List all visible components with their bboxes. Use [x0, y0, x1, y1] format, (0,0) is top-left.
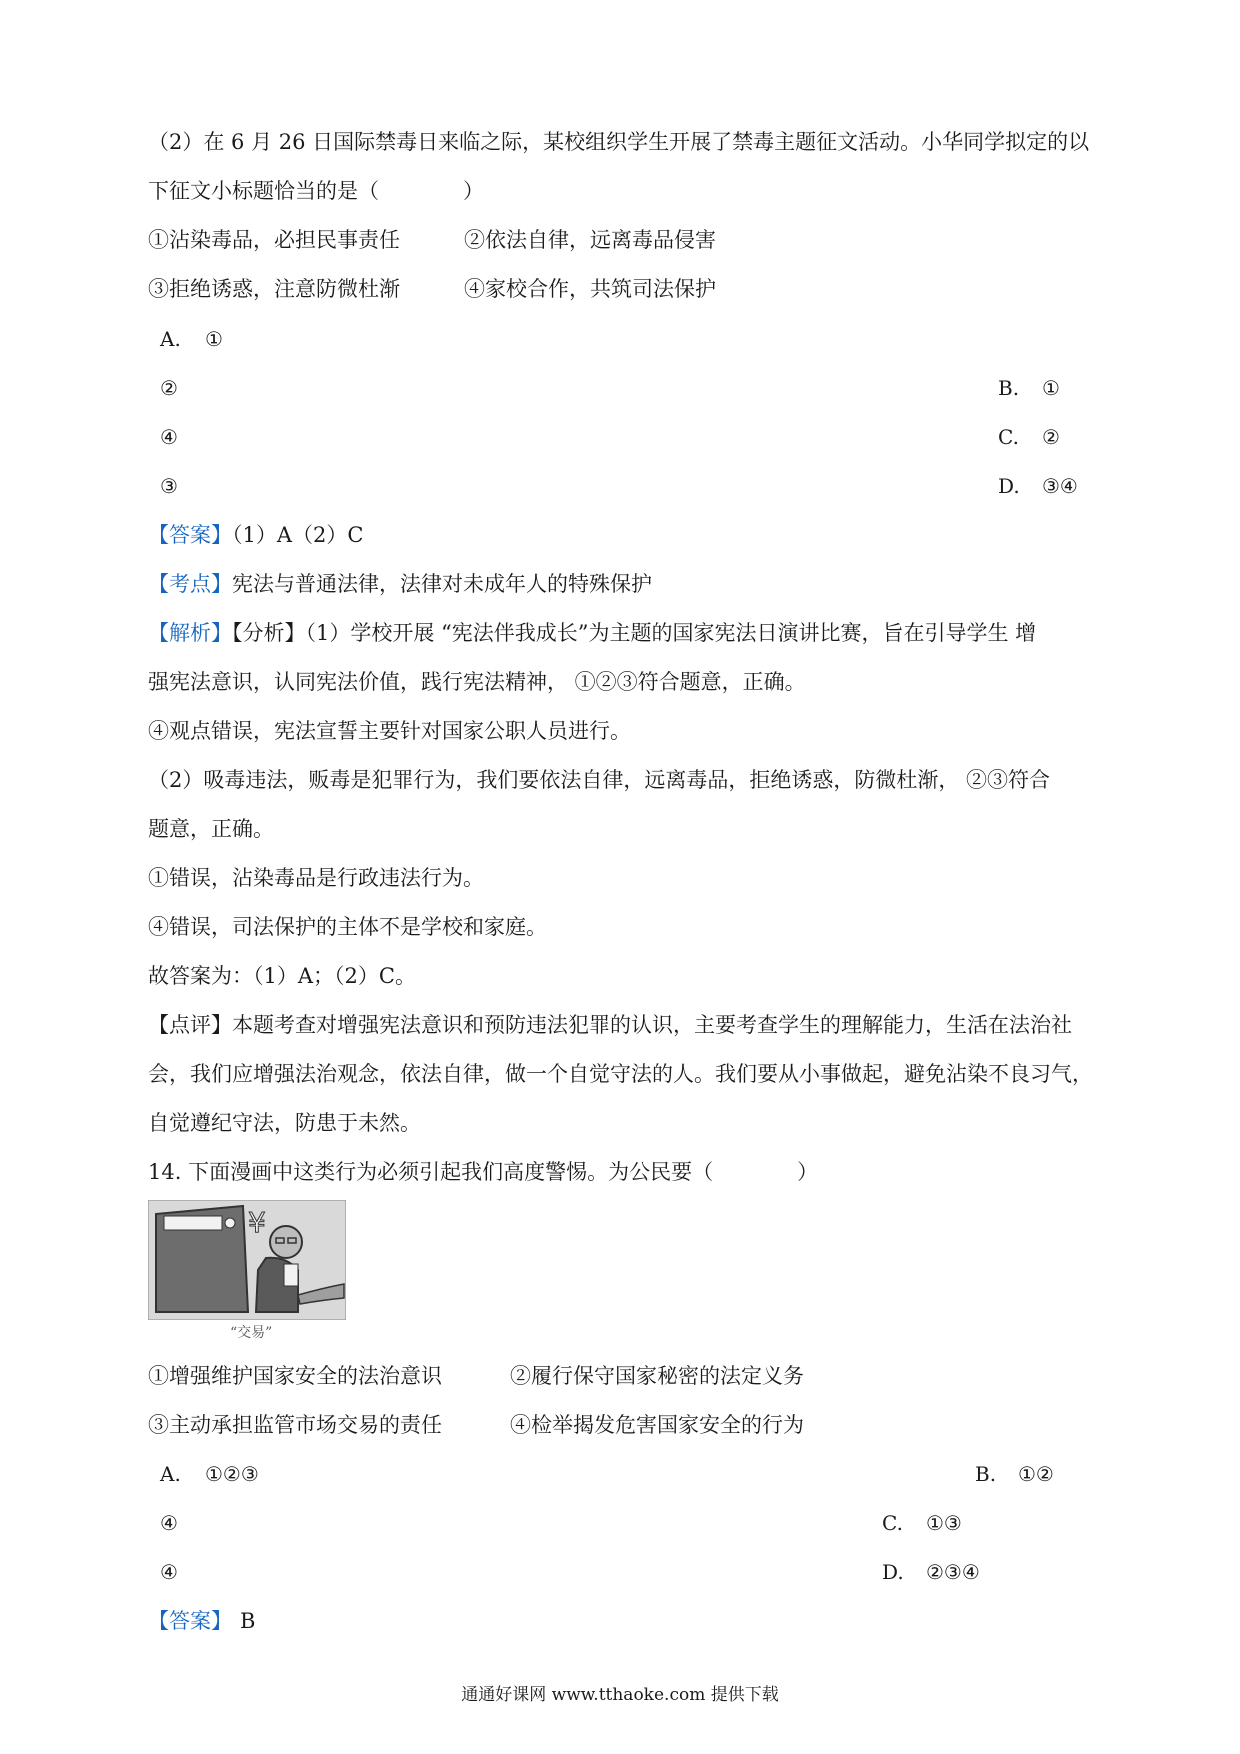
q14-option-b-value: ①②: [1018, 1462, 1054, 1486]
q13-item-1: ①沾染毒品，必担民事责任: [148, 228, 400, 252]
q14-option-a-value: ①②③: [205, 1462, 259, 1486]
q14-item-1: ①增强维护国家安全的法治意识: [148, 1364, 442, 1388]
analysis-13-line2: 强宪法意识，认同宪法价值，践行宪法精神， ①②③符合题意，正确。: [148, 670, 806, 694]
answer-14: [148, 1607, 255, 1635]
comic-image: [148, 1200, 346, 1320]
analysis-text-1: 【分析】（1）学校开展 “宪法伴我成长”为主题的国家宪法日演讲比赛，旨在引导学生 增: [232, 621, 1037, 645]
answer-tag: 【答案】: [148, 523, 232, 547]
analysis-13-line5: 题意，正确。: [148, 817, 274, 841]
analysis-tag: 【解析】: [148, 621, 232, 645]
q13-option-row3-left: ④: [160, 425, 178, 449]
q13-stem-line1: （2）在 6 月 26 日国际禁毒日来临之际，某校组织学生开展了禁毒主题征文活动。小华同学拟定的以: [148, 130, 1090, 154]
comic-caption: “交易”: [230, 1325, 273, 1341]
answer-13: [148, 521, 363, 549]
q13-item-4: ④家校合作，共筑司法保护: [464, 277, 716, 301]
svg-text:¥: ¥: [248, 1206, 266, 1239]
q14-option-row2-left: ④: [160, 1511, 178, 1535]
comment-13-line3: 自觉遵纪守法，防患于未然。: [148, 1111, 421, 1135]
q14-option-a-label: A.: [160, 1462, 181, 1486]
q14-option-d-label: D.: [882, 1560, 904, 1584]
q14-option-c-value: ①③: [926, 1511, 962, 1535]
q13-item-3: ③拒绝诱惑，注意防微杜渐: [148, 277, 400, 301]
point-text: 宪法与普通法律，法律对未成年人的特殊保护: [232, 572, 652, 596]
q14-option-row3-left: ④: [160, 1560, 178, 1584]
q14-option-d-value: ②③④: [926, 1560, 980, 1584]
q14-item-3: ③主动承担监管市场交易的责任: [148, 1413, 442, 1437]
answer-text: （1）A（2）C: [232, 523, 364, 547]
analysis-13-line1: [148, 619, 1036, 647]
analysis-13-line7: ④错误，司法保护的主体不是学校和家庭。: [148, 915, 547, 939]
analysis-13-line3: ④观点错误，宪法宣誓主要针对国家公职人员进行。: [148, 719, 631, 743]
q14-stem: 14. 下面漫画中这类行为必须引起我们高度警惕。为公民要（ ）: [148, 1160, 819, 1184]
q13-option-b-value: ①: [1042, 376, 1060, 400]
point-13: [148, 570, 652, 598]
q14-option-b-label: B.: [975, 1462, 997, 1486]
analysis-13-line6: ①错误，沾染毒品是行政违法行为。: [148, 866, 484, 890]
q13-option-a-label: A.: [160, 327, 181, 351]
q13-option-row2-left: ②: [160, 376, 178, 400]
page-footer: 通通好课网 www.tthaoke.com 提供下载: [461, 1685, 779, 1705]
q14-item-4: ④检举揭发危害国家安全的行为: [510, 1413, 804, 1437]
q14-item-2: ②履行保守国家秘密的法定义务: [510, 1364, 804, 1388]
q13-option-c-label: C.: [998, 425, 1019, 449]
answer-14-text: B: [240, 1609, 256, 1633]
q13-option-d-label: D.: [998, 474, 1020, 498]
q13-option-a-value: ①: [205, 327, 223, 351]
q13-option-c-value: ②: [1042, 425, 1060, 449]
point-tag: 【考点】: [148, 572, 232, 596]
q13-stem-line2: 下征文小标题恰当的是（ ）: [148, 179, 484, 203]
analysis-13-line4: （2）吸毒违法，贩毒是犯罪行为，我们要依法自律，远离毒品，拒绝诱惑，防微杜渐， ②③符合: [148, 768, 1051, 792]
q14-option-c-label: C.: [882, 1511, 903, 1535]
q13-option-b-label: B.: [998, 376, 1020, 400]
comment-13-line1: 【点评】本题考查对增强宪法意识和预防违法犯罪的认识，主要考查学生的理解能力，生活在法治社: [148, 1013, 1072, 1037]
comment-13-line2: 会，我们应增强法治观念，依法自律，做一个自觉守法的人。我们要从小事做起，避免沾染不良习气，: [148, 1062, 1093, 1086]
answer-14-tag: 【答案】: [148, 1609, 232, 1633]
q13-item-2: ②依法自律，远离毒品侵害: [464, 228, 716, 252]
analysis-13-line8: 故答案为：（1）A；（2）C。: [148, 964, 416, 988]
q13-option-d-value: ③④: [1042, 474, 1078, 498]
q13-option-row4-left: ③: [160, 474, 178, 498]
